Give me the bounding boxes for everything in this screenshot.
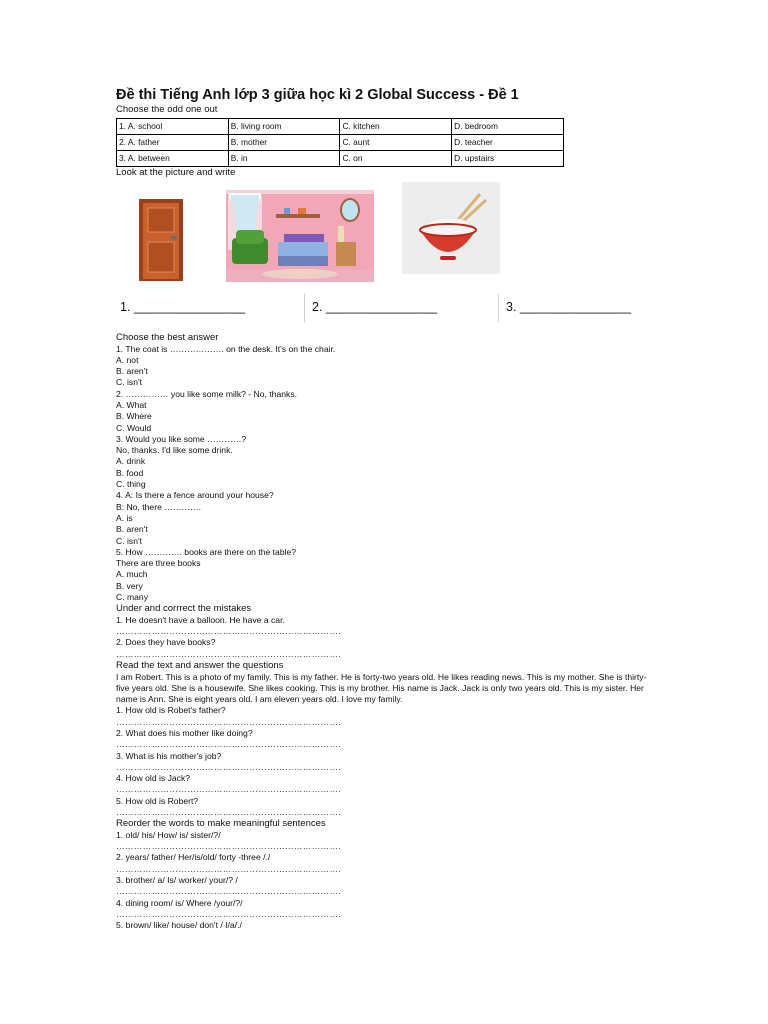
list-item: B: No, there …………. bbox=[116, 501, 202, 512]
list-item: B. Where bbox=[116, 411, 152, 422]
section-heading-picture: Look at the picture and write bbox=[116, 166, 236, 178]
list-item: 5. How …………. books are there on the table? bbox=[116, 546, 297, 557]
reading-question-1: 1. How old is Robet's father? bbox=[116, 705, 226, 716]
section-heading-reading: Read the text and answer the questions bbox=[116, 660, 284, 672]
list-item: 1. The coat is ………………. on the desk. It's on the chair. bbox=[116, 343, 336, 354]
reorder-item-1: 1. old/ his/ How/ is/ sister/?/ bbox=[116, 829, 221, 840]
answer-line[interactable]: …………………………………………………………………. bbox=[116, 761, 342, 772]
reading-question-4: 4. How old is Jack? bbox=[116, 773, 191, 784]
list-item: B. very bbox=[116, 580, 143, 591]
table-row bbox=[117, 118, 564, 134]
best-answer-list bbox=[116, 344, 652, 604]
answer-line[interactable]: …………………………………………………………………. bbox=[116, 648, 342, 659]
door-image bbox=[138, 198, 184, 282]
list-item: No, thanks. I'd like some drink. bbox=[116, 445, 233, 456]
answer-line[interactable]: …………………………………………………………………. bbox=[116, 739, 342, 750]
section-heading-reorder: Reorder the words to make meaningful sentences bbox=[116, 818, 326, 830]
section-heading-odd-one-out: Choose the odd one out bbox=[116, 104, 218, 115]
list-item: 4. A: Is there a fence around your house? bbox=[116, 490, 274, 501]
list-item: A. drink bbox=[116, 456, 146, 467]
table-cell: D. upstairs bbox=[452, 150, 564, 166]
list-item: A. not bbox=[116, 354, 139, 365]
reading-passage: I am Robert. This is a photo of my family. This is my father. He is forty-two years old. He likes reading news. This is my mother. She is thirty-five years old. She is a housewife. She likes cooking. This is my brother. His name is Jack. Jack is only two years old. This is my sister. Her name is Ann. She is eight years old. I am eleven years old. I love my family. bbox=[116, 671, 647, 705]
reading-question-3: 3. What is his mother's job? bbox=[116, 750, 222, 761]
list-item: C. Would bbox=[116, 422, 152, 433]
table-cell: 3. A. between bbox=[117, 150, 229, 166]
reorder-item-4: 4. dining room/ is/ Where /your/?/ bbox=[116, 897, 243, 908]
picture-blank-3[interactable]: 3. ________________ bbox=[506, 300, 632, 314]
worksheet bbox=[116, 86, 652, 932]
picture-row bbox=[116, 178, 656, 294]
list-item: B. food bbox=[116, 467, 144, 478]
reading-question-2: 2. What does his mother like doing? bbox=[116, 728, 253, 738]
picture-blank-1[interactable]: 1. ________________ bbox=[120, 300, 246, 314]
reading-question-5: 5. How old is Robert? bbox=[116, 795, 199, 806]
table-cell: C. on bbox=[340, 150, 452, 166]
table-cell: 2. A. father bbox=[117, 134, 229, 150]
rice-bowl-image bbox=[402, 182, 500, 274]
table-row bbox=[117, 134, 564, 150]
list-item: A. What bbox=[116, 399, 147, 410]
list-item: B. aren't bbox=[116, 524, 148, 535]
section-heading-mistakes: Under and corrrect the mistakes bbox=[116, 603, 252, 615]
reorder-item-5: 5. brown/ like/ house/ don't / I/a/./ bbox=[116, 920, 242, 931]
section-heading-best-answer: Choose the best answer bbox=[116, 332, 219, 343]
answer-line[interactable]: …………………………………………………………………. bbox=[116, 886, 342, 897]
reorder-item-3: 3. brother/ a/ Is/ worker/ your/? / bbox=[116, 875, 238, 886]
picture-blank-2[interactable]: 2. ________________ bbox=[312, 300, 438, 314]
list-item: 3. Would you like some …………? bbox=[116, 433, 247, 444]
table-cell: B. mother bbox=[228, 134, 340, 150]
divider bbox=[304, 294, 305, 322]
list-item: C. thing bbox=[116, 479, 146, 490]
list-item: C. isn't bbox=[116, 377, 142, 388]
table-cell: D. teacher bbox=[452, 134, 564, 150]
list-item: C. many bbox=[116, 592, 148, 603]
answer-line[interactable]: …………………………………………………………………. bbox=[116, 863, 342, 874]
table-cell: C. aunt bbox=[340, 134, 452, 150]
picture-answer-blanks bbox=[116, 294, 656, 322]
answer-line[interactable]: …………………………………………………………………. bbox=[116, 626, 342, 637]
answer-line[interactable]: …………………………………………………………………. bbox=[116, 716, 342, 727]
table-cell: 1. A. school bbox=[117, 118, 229, 134]
table-cell: B. living room bbox=[228, 118, 340, 134]
list-item: C. isn't bbox=[116, 535, 142, 546]
odd-one-out-table bbox=[116, 118, 564, 167]
table-row bbox=[117, 150, 564, 166]
table-cell: B. in bbox=[228, 150, 340, 166]
list-item: 2. …………… you like some milk? - No, thanks. bbox=[116, 388, 297, 399]
list-item: A. much bbox=[116, 569, 148, 580]
table-cell: D. bedroom bbox=[452, 118, 564, 134]
table-cell: C. kitchen bbox=[340, 118, 452, 134]
list-item: There are three books bbox=[116, 558, 201, 569]
reorder-item-2: 2. years/ father/ Her/is/old/ forty -three /./ bbox=[116, 852, 271, 863]
mistake-question-1: 1. He doesn't have a balloon. He have a car. bbox=[116, 614, 285, 625]
list-item: B. aren't bbox=[116, 366, 148, 377]
answer-line[interactable]: …………………………………………………………………. bbox=[116, 807, 342, 818]
mistake-question-2: 2. Does they have books? bbox=[116, 637, 216, 648]
divider bbox=[498, 294, 499, 322]
answer-line[interactable]: …………………………………………………………………. bbox=[116, 841, 342, 852]
answer-line[interactable]: …………………………………………………………………. bbox=[116, 784, 342, 795]
page-title: Đề thi Tiếng Anh lớp 3 giữa học kì 2 Global Success - Đề 1 bbox=[116, 87, 519, 103]
list-item: A. is bbox=[116, 512, 133, 523]
answer-line[interactable]: …………………………………………………………………. bbox=[116, 908, 342, 919]
bedroom-image bbox=[226, 190, 374, 282]
